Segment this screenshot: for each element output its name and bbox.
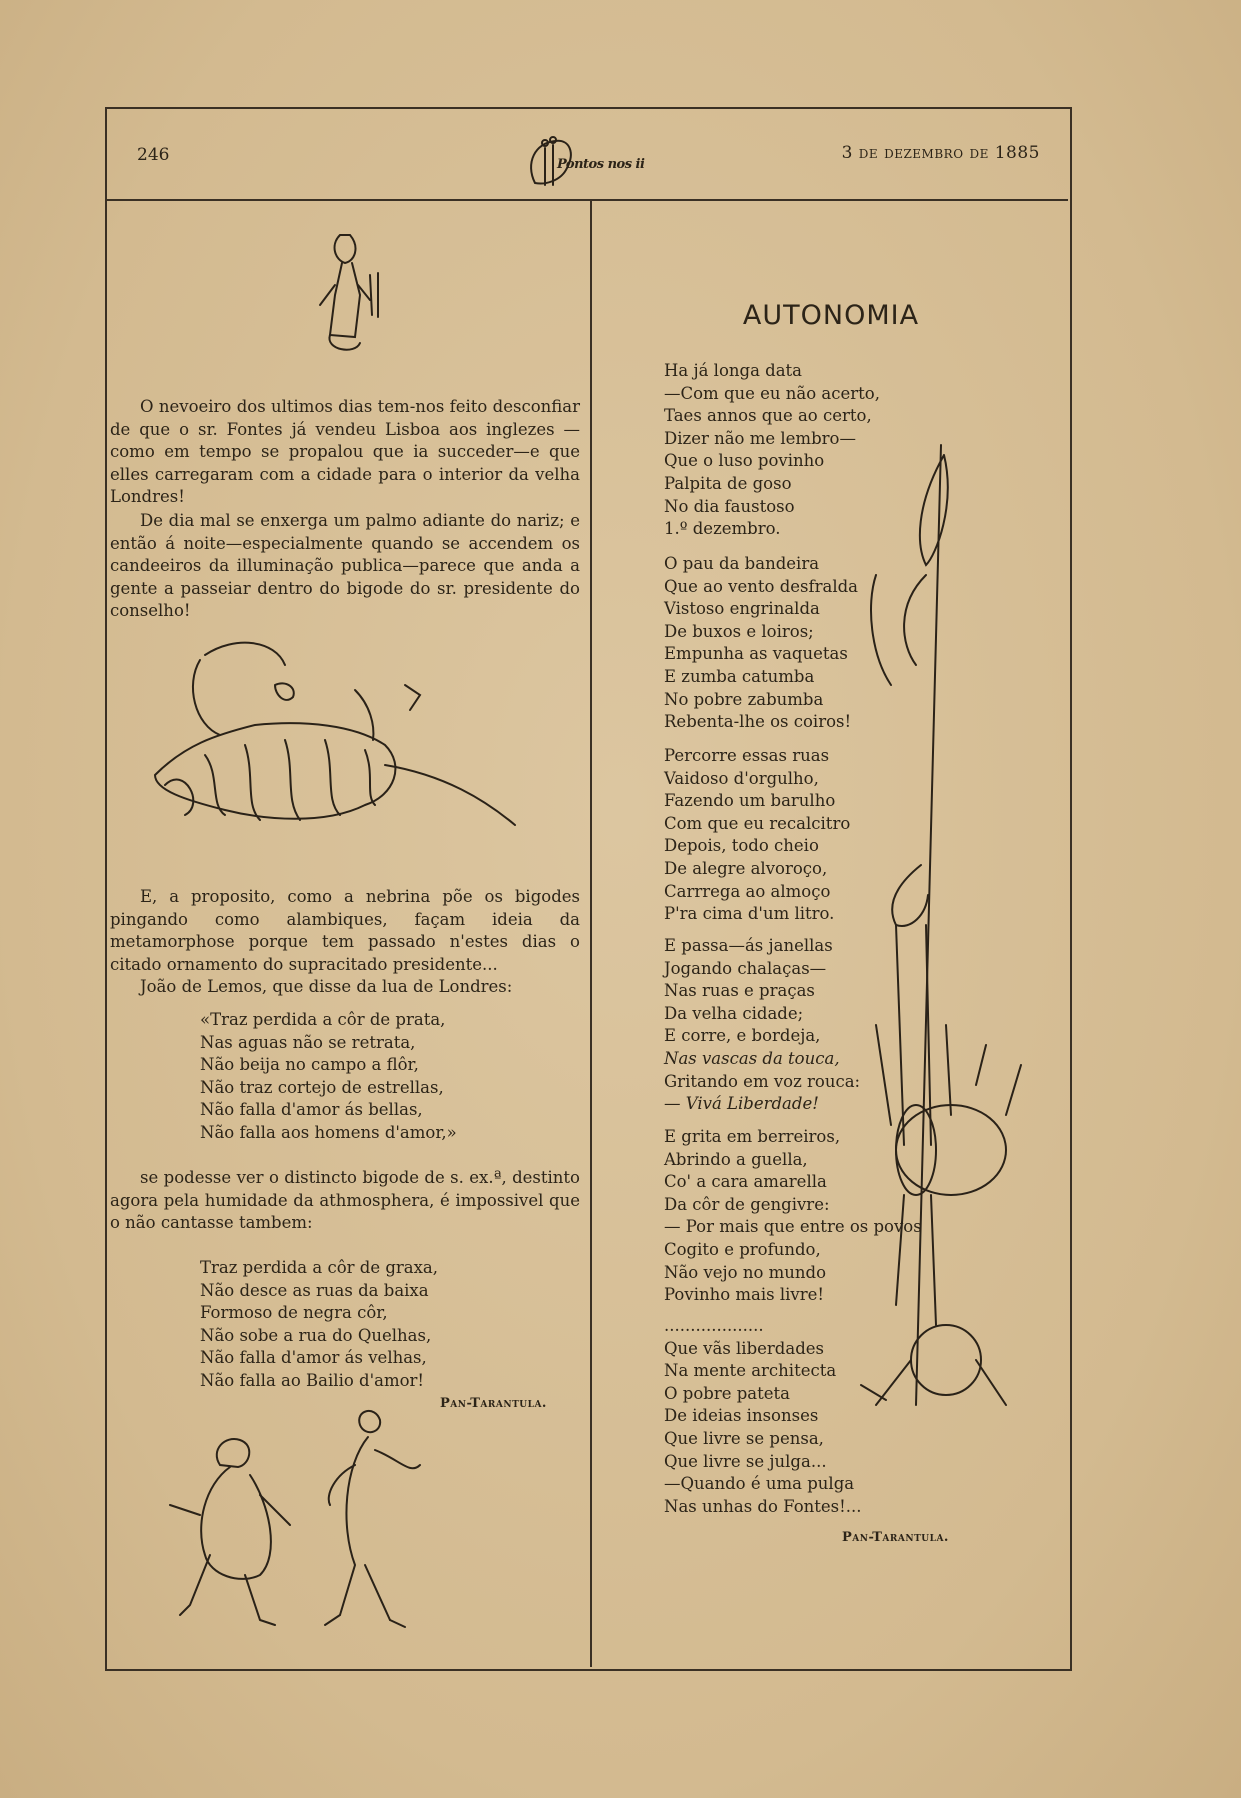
verse-line: Com que eu recalcitro bbox=[664, 813, 851, 833]
verse-line: Nas aguas não se retrata, bbox=[200, 1032, 416, 1052]
verse-line: Carrrega ao almoço bbox=[664, 881, 831, 901]
verse-line: Fazendo um barulho bbox=[664, 791, 836, 811]
dancing-figures-illustration bbox=[150, 1405, 530, 1640]
verse-line: — Vivá Liberdade! bbox=[664, 1094, 819, 1114]
verse-line: Taes annos que ao certo, bbox=[664, 406, 872, 426]
verse-line: Jogando chalaças— bbox=[664, 958, 827, 978]
verse-line: De buxos e loiros; bbox=[664, 621, 814, 641]
verse-line: Que livre se pensa, bbox=[664, 1428, 824, 1448]
verse-line: Abrindo a guella, bbox=[664, 1149, 808, 1169]
hooded-figure-illustration bbox=[300, 225, 400, 370]
issue-date: 3 de dezembro de 1885 bbox=[841, 143, 1040, 163]
verse-line: Percorre essas ruas bbox=[664, 746, 830, 765]
verse-line: Não falla d'amor ás velhas, bbox=[200, 1348, 427, 1368]
quote-poem-1 bbox=[200, 1009, 457, 1145]
verse-line: Que livre se julga... bbox=[664, 1451, 827, 1471]
article-paragraph-1: O nevoeiro dos ultimos dias tem-nos feito desconfiar de que o sr. Fontes já vendeu Lisboa aos inglezes —como em tempo se propalou que ia succeder—e que elles carregaram com a cidade para o interior da velha Londres! bbox=[110, 397, 580, 507]
verse-line: Na mente architecta bbox=[664, 1361, 837, 1381]
verse-line: Gritando em voz rouca: bbox=[664, 1071, 861, 1091]
verse-line: Não beija no campo a flôr, bbox=[200, 1055, 419, 1075]
article-paragraph-5: se podesse ver o distincto bigode de s. ex.ª, destinto agora pela humidade da athmosphera, é impossivel que o não cantasse tambem: bbox=[110, 1168, 580, 1233]
verse-line: Empunha as vaquetas bbox=[664, 644, 848, 664]
masthead-logo bbox=[515, 123, 665, 193]
verse-line: ................... bbox=[664, 1316, 764, 1335]
verse-line: —Com que eu não acerto, bbox=[664, 383, 880, 403]
verse-line: Ha já longa data bbox=[664, 361, 803, 380]
article-paragraph-2: De dia mal se enxerga um palmo adiante do nariz; e então á noite—especialmente quando se accendem os candeeiros da illuminação publica—parece que anda a gente a passeiar dentro do bigode do sr. presidente do conselho! bbox=[110, 511, 580, 621]
verse-line: «Traz perdida a côr de prata, bbox=[200, 1010, 446, 1029]
verse-line: O pau da bandeira bbox=[664, 554, 820, 573]
verse-line: Que vãs liberdades bbox=[664, 1338, 824, 1358]
article-paragraph-4: João de Lemos, que disse da lua de Londres: bbox=[140, 977, 513, 996]
verse-line: O pobre pateta bbox=[664, 1383, 790, 1403]
verse-line: No pobre zabumba bbox=[664, 689, 824, 709]
verse-line: Povinho mais livre! bbox=[664, 1285, 825, 1305]
verse-line: —Quando é uma pulga bbox=[664, 1474, 855, 1494]
page-header bbox=[107, 109, 1068, 201]
verse-line: Formoso de negra côr, bbox=[200, 1303, 388, 1323]
quote-poem-2 bbox=[200, 1257, 438, 1393]
poem-stanza-3 bbox=[664, 745, 850, 926]
verse-line: Vistoso engrinalda bbox=[664, 599, 820, 619]
verse-line: Não falla ao Bailio d'amor! bbox=[200, 1370, 425, 1390]
verse-line: Não falla aos homens d'amor,» bbox=[200, 1122, 457, 1142]
poem-stanza-1 bbox=[664, 360, 880, 541]
verse-line: Co' a cara amarella bbox=[664, 1172, 827, 1192]
verse-line: Que o luso povinho bbox=[664, 451, 825, 471]
verse-line: E zumba catumba bbox=[664, 666, 815, 686]
article-paragraph-3: E, a proposito, como a nebrina põe os bigodes pingando como alambiques, façam ideia da metamorphose porque tem passado n'estes dias o citado ornamento do supracitado presidente... bbox=[110, 887, 580, 974]
verse-line: De alegre alvoroço, bbox=[664, 858, 828, 878]
left-signature: Pan-Tarantula. bbox=[440, 1396, 547, 1411]
verse-line: — Por mais que entre os povos bbox=[664, 1217, 922, 1237]
right-signature: Pan-Tarantula. bbox=[842, 1530, 949, 1545]
flagpole-drummer-illustration bbox=[856, 425, 1056, 1425]
verse-line: Não falla d'amor ás bellas, bbox=[200, 1100, 423, 1120]
verse-line: Palpita de goso bbox=[664, 473, 792, 493]
verse-line: No dia faustoso bbox=[664, 496, 795, 516]
poem-stanza-6 bbox=[664, 1315, 862, 1518]
verse-line: Da côr de gengivre: bbox=[664, 1194, 830, 1214]
verse-line: Dizer não me lembro— bbox=[664, 428, 856, 448]
verse-line: Rebenta-lhe os coiros! bbox=[664, 712, 852, 732]
poem-stanza-4 bbox=[664, 935, 860, 1116]
moustache-caricature-illustration bbox=[125, 625, 565, 865]
verse-line: Não vejo no mundo bbox=[664, 1262, 827, 1282]
verse-line: Que ao vento desfralda bbox=[664, 576, 859, 596]
verse-line: E grita em berreiros, bbox=[664, 1127, 841, 1146]
verse-line: Nas unhas do Fontes!... bbox=[664, 1496, 862, 1516]
verse-line: Não traz cortejo de estrellas, bbox=[200, 1077, 444, 1097]
verse-line: Depois, todo cheio bbox=[664, 836, 819, 856]
verse-line: Nas vascas da touca, bbox=[664, 1048, 840, 1068]
verse-line: De ideias insonses bbox=[664, 1406, 819, 1426]
poem-title: AUTONOMIA bbox=[742, 300, 920, 331]
verse-line: Não desce as ruas da baixa bbox=[200, 1280, 429, 1300]
masthead-title: Pontos nos ii bbox=[557, 157, 645, 172]
verse-line: Nas ruas e praças bbox=[664, 981, 815, 1001]
verse-line: P'ra cima d'um litro. bbox=[664, 904, 835, 924]
verse-line: Vaidoso d'orgulho, bbox=[664, 768, 819, 788]
verse-line: Não sobe a rua do Quelhas, bbox=[200, 1325, 432, 1345]
column-divider bbox=[590, 199, 592, 1667]
verse-line: Cogito e profundo, bbox=[664, 1239, 821, 1259]
verse-line: E passa—ás janellas bbox=[664, 936, 833, 955]
verse-line: Traz perdida a côr de graxa, bbox=[200, 1258, 439, 1277]
poem-stanza-2 bbox=[664, 553, 858, 734]
verse-line: Da velha cidade; bbox=[664, 1003, 804, 1023]
verse-line: 1.º dezembro. bbox=[664, 519, 781, 539]
page-number: 246 bbox=[137, 145, 170, 165]
verse-line: E corre, e bordeja, bbox=[664, 1026, 821, 1046]
